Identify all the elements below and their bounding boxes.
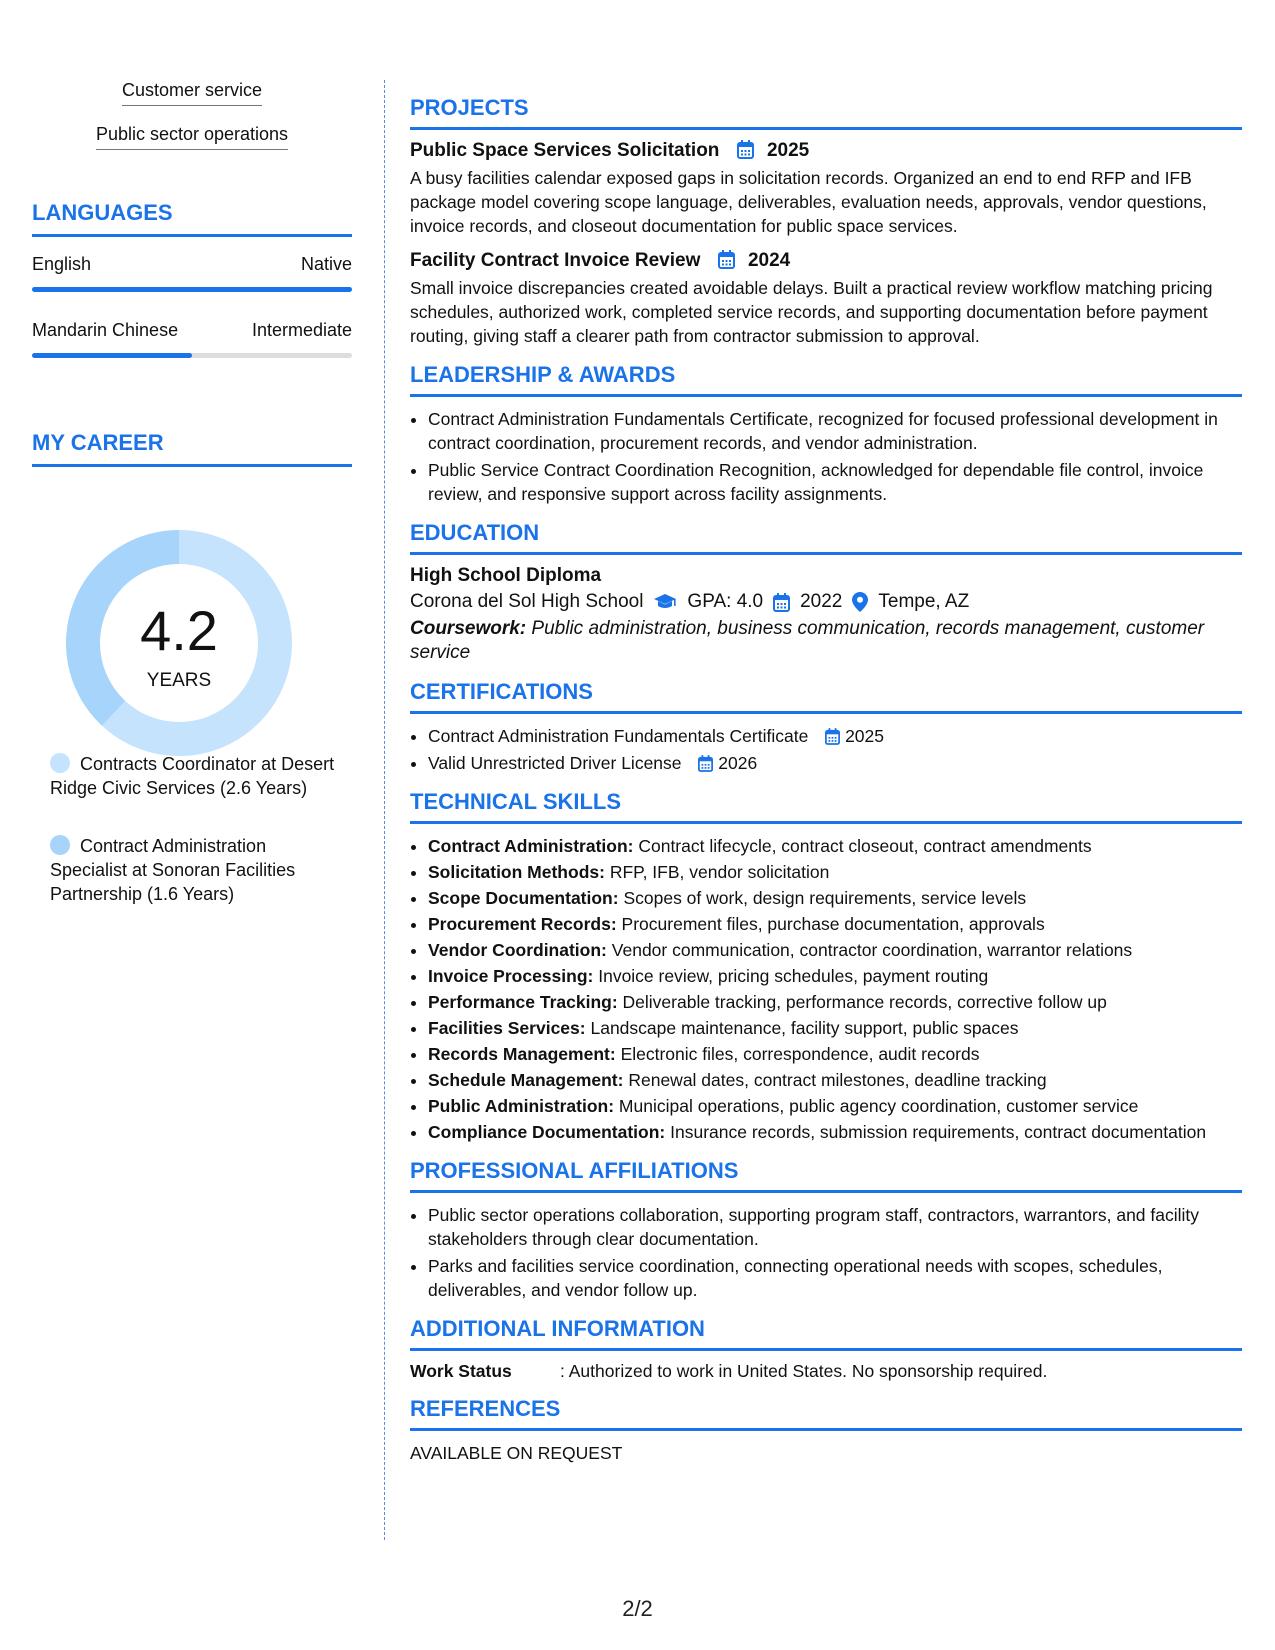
language-name: English: [32, 254, 92, 274]
leadership-section: [410, 362, 1242, 506]
list-item: • Contract Administration Fundamentals Certificate, recognized for focused professional development in contract coordination, procurement records, and vendor administration.: [428, 407, 1242, 455]
language-level: Native: [300, 254, 352, 274]
certification-item: [428, 751, 1242, 775]
calendar-icon: [825, 728, 840, 745]
sidebar: [32, 80, 352, 904]
language-item: [32, 320, 352, 358]
skill-item: [428, 1016, 1242, 1040]
skill-label: Public Administration:: [428, 1096, 615, 1116]
main-content: [410, 95, 1242, 1479]
list-item: • Public sector operations collaboration, supporting program staff, contractors, warrantors, and facility stakeholders through clear documentation.: [428, 1203, 1242, 1251]
language-proficiency-bar: [32, 287, 352, 292]
calendar-icon: [718, 250, 735, 269]
certification-name: Contract Administration Fundamentals Certificate: [428, 726, 809, 746]
skill-label: Procurement Records:: [428, 914, 617, 934]
affiliations-section: [410, 1158, 1242, 1302]
project-year: 2025: [766, 140, 810, 161]
education-heading: EDUCATION: [410, 520, 1242, 555]
work-status-label: Work Status: [410, 1361, 512, 1381]
education-details: [410, 591, 1242, 613]
skill-tag: Public sector operations: [96, 124, 288, 150]
language-item: [32, 254, 352, 292]
skill-tag: Customer service: [122, 80, 262, 106]
career-total-unit: YEARS: [146, 670, 212, 691]
school-name: Corona del Sol High School: [410, 591, 644, 612]
projects-section: [410, 95, 1242, 348]
graduation-cap-icon: [653, 593, 677, 611]
language-proficiency-bar: [32, 353, 352, 358]
project-title-row: [410, 250, 1242, 272]
references-text: AVAILABLE ON REQUEST: [410, 1443, 623, 1463]
skill-label: Records Management:: [428, 1044, 616, 1064]
skill-item: [428, 1068, 1242, 1092]
skill-value: Electronic files, correspondence, audit records: [620, 1044, 980, 1064]
language-proficiency-fill: [32, 287, 352, 292]
skill-label: Performance Tracking:: [428, 992, 618, 1012]
skill-item: [428, 860, 1242, 884]
legend-dot: [50, 753, 70, 773]
project-description: Small invoice discrepancies created avoidable delays. Built a practical review workflow matching pricing schedules, authorized work, completed service records, and supporting documentation before payment routing, giving staff a clearer path from contractor submission to approval.: [410, 278, 1213, 346]
project-description: A busy facilities calendar exposed gaps in solicitation records. Organized an end to end RFP and IFB package model covering scope language, deliverables, evaluation needs, approvals, vendor questions, invoice records, and closeout documentation for public space services.: [410, 168, 1207, 236]
skill-label: Invoice Processing:: [428, 966, 594, 986]
school-location: Tempe, AZ: [878, 591, 970, 612]
degree: High School Diploma: [410, 565, 602, 586]
additional-info-heading: ADDITIONAL INFORMATION: [410, 1316, 1242, 1351]
skill-item: [428, 1094, 1242, 1118]
coursework-list: Public administration, business communication, records management, customer service: [410, 618, 1205, 663]
project-title-row: [410, 140, 1242, 162]
education-section: [410, 520, 1242, 665]
career-heading: MY CAREER: [32, 430, 352, 467]
skill-value: Landscape maintenance, facility support, public spaces: [590, 1018, 1019, 1038]
list-item: • Parks and facilities service coordination, connecting operational needs with scopes, schedules, deliverables, and vendor follow up.: [428, 1254, 1242, 1302]
skill-item: [428, 886, 1242, 910]
column-divider: [384, 80, 385, 1540]
skill-item: [428, 834, 1242, 858]
skill-item: [428, 1042, 1242, 1066]
skill-item: [428, 1120, 1242, 1144]
technical-skills-section: [410, 789, 1242, 1144]
skill-value: Renewal dates, contract milestones, deadline tracking: [628, 1070, 1047, 1090]
project-title: Facility Contract Invoice Review: [410, 250, 701, 271]
skill-value: Vendor communication, contractor coordination, warrantor relations: [611, 940, 1133, 960]
graduation-year: 2022: [800, 591, 843, 612]
language-level: Intermediate: [251, 320, 352, 340]
skill-label: Schedule Management:: [428, 1070, 624, 1090]
calendar-icon: [737, 140, 754, 159]
skill-label: Facilities Services:: [428, 1018, 586, 1038]
skill-label: Vendor Coordination:: [428, 940, 607, 960]
coursework-label: Coursework:: [410, 618, 527, 639]
calendar-icon: [698, 755, 713, 772]
references-heading: REFERENCES: [410, 1396, 1242, 1431]
legend-dot: [50, 835, 70, 855]
skill-value: Contract lifecycle, contract closeout, contract amendments: [638, 836, 1092, 856]
technical-skills-heading: TECHNICAL SKILLS: [410, 789, 1242, 824]
language-name: Mandarin Chinese: [32, 320, 179, 340]
certifications-heading: CERTIFICATIONS: [410, 679, 1242, 714]
career-donut-chart: [66, 530, 292, 756]
work-status-value: : Authorized to work in United States. No sponsorship required.: [560, 1361, 1048, 1381]
calendar-icon: [773, 593, 790, 612]
career-legend-item: [50, 752, 340, 800]
skill-label: Scope Documentation:: [428, 888, 619, 908]
certification-year: 2025: [845, 726, 884, 746]
skill-value: Scopes of work, design requirements, service levels: [623, 888, 1027, 908]
certification-year: 2026: [718, 753, 758, 773]
skill-value: Invoice review, pricing schedules, payment routing: [598, 966, 989, 986]
skill-value: RFP, IFB, vendor solicitation: [609, 862, 830, 882]
languages-heading: LANGUAGES: [32, 200, 352, 237]
skill-label: Contract Administration:: [428, 836, 634, 856]
list-item: • Public Service Contract Coordination Recognition, acknowledged for dependable file control, invoice review, and responsive support across facility assignments.: [428, 458, 1242, 506]
skill-item: [428, 964, 1242, 988]
references-section: [410, 1396, 1242, 1465]
gpa: GPA: 4.0: [687, 591, 764, 612]
skill-item: [428, 912, 1242, 936]
skill-value: Municipal operations, public agency coordination, customer service: [618, 1096, 1139, 1116]
work-status-row: [410, 1361, 1242, 1382]
skill-value: Insurance records, submission requirements, contract documentation: [670, 1122, 1207, 1142]
career-total-value: 4.2: [140, 599, 218, 662]
career-legend-item: [50, 834, 340, 906]
skill-item: [428, 938, 1242, 962]
career-role-label: Contract Administration Specialist at Sonoran Facilities Partnership (1.6 Years): [50, 836, 296, 904]
map-pin-icon: [852, 592, 868, 612]
certification-item: [428, 724, 1242, 748]
skill-value: Deliverable tracking, performance records, corrective follow up: [622, 992, 1107, 1012]
project-year: 2024: [747, 250, 791, 271]
project-title: Public Space Services Solicitation: [410, 140, 720, 161]
skill-label: Compliance Documentation:: [428, 1122, 666, 1142]
skill-label: Solicitation Methods:: [428, 862, 605, 882]
language-proficiency-fill: [32, 353, 192, 358]
skill-item: [428, 990, 1242, 1014]
page-number: 2/2: [622, 1596, 653, 1621]
certification-name: Valid Unrestricted Driver License: [428, 753, 682, 773]
skill-value: Procurement files, purchase documentation, approvals: [621, 914, 1045, 934]
projects-heading: PROJECTS: [410, 95, 1242, 130]
certifications-section: [410, 679, 1242, 775]
coursework: [410, 617, 1242, 665]
additional-info-section: [410, 1316, 1242, 1382]
affiliations-heading: PROFESSIONAL AFFILIATIONS: [410, 1158, 1242, 1193]
leadership-heading: LEADERSHIP & AWARDS: [410, 362, 1242, 397]
career-role-label: Contracts Coordinator at Desert Ridge Civic Services (2.6 Years): [50, 754, 335, 798]
